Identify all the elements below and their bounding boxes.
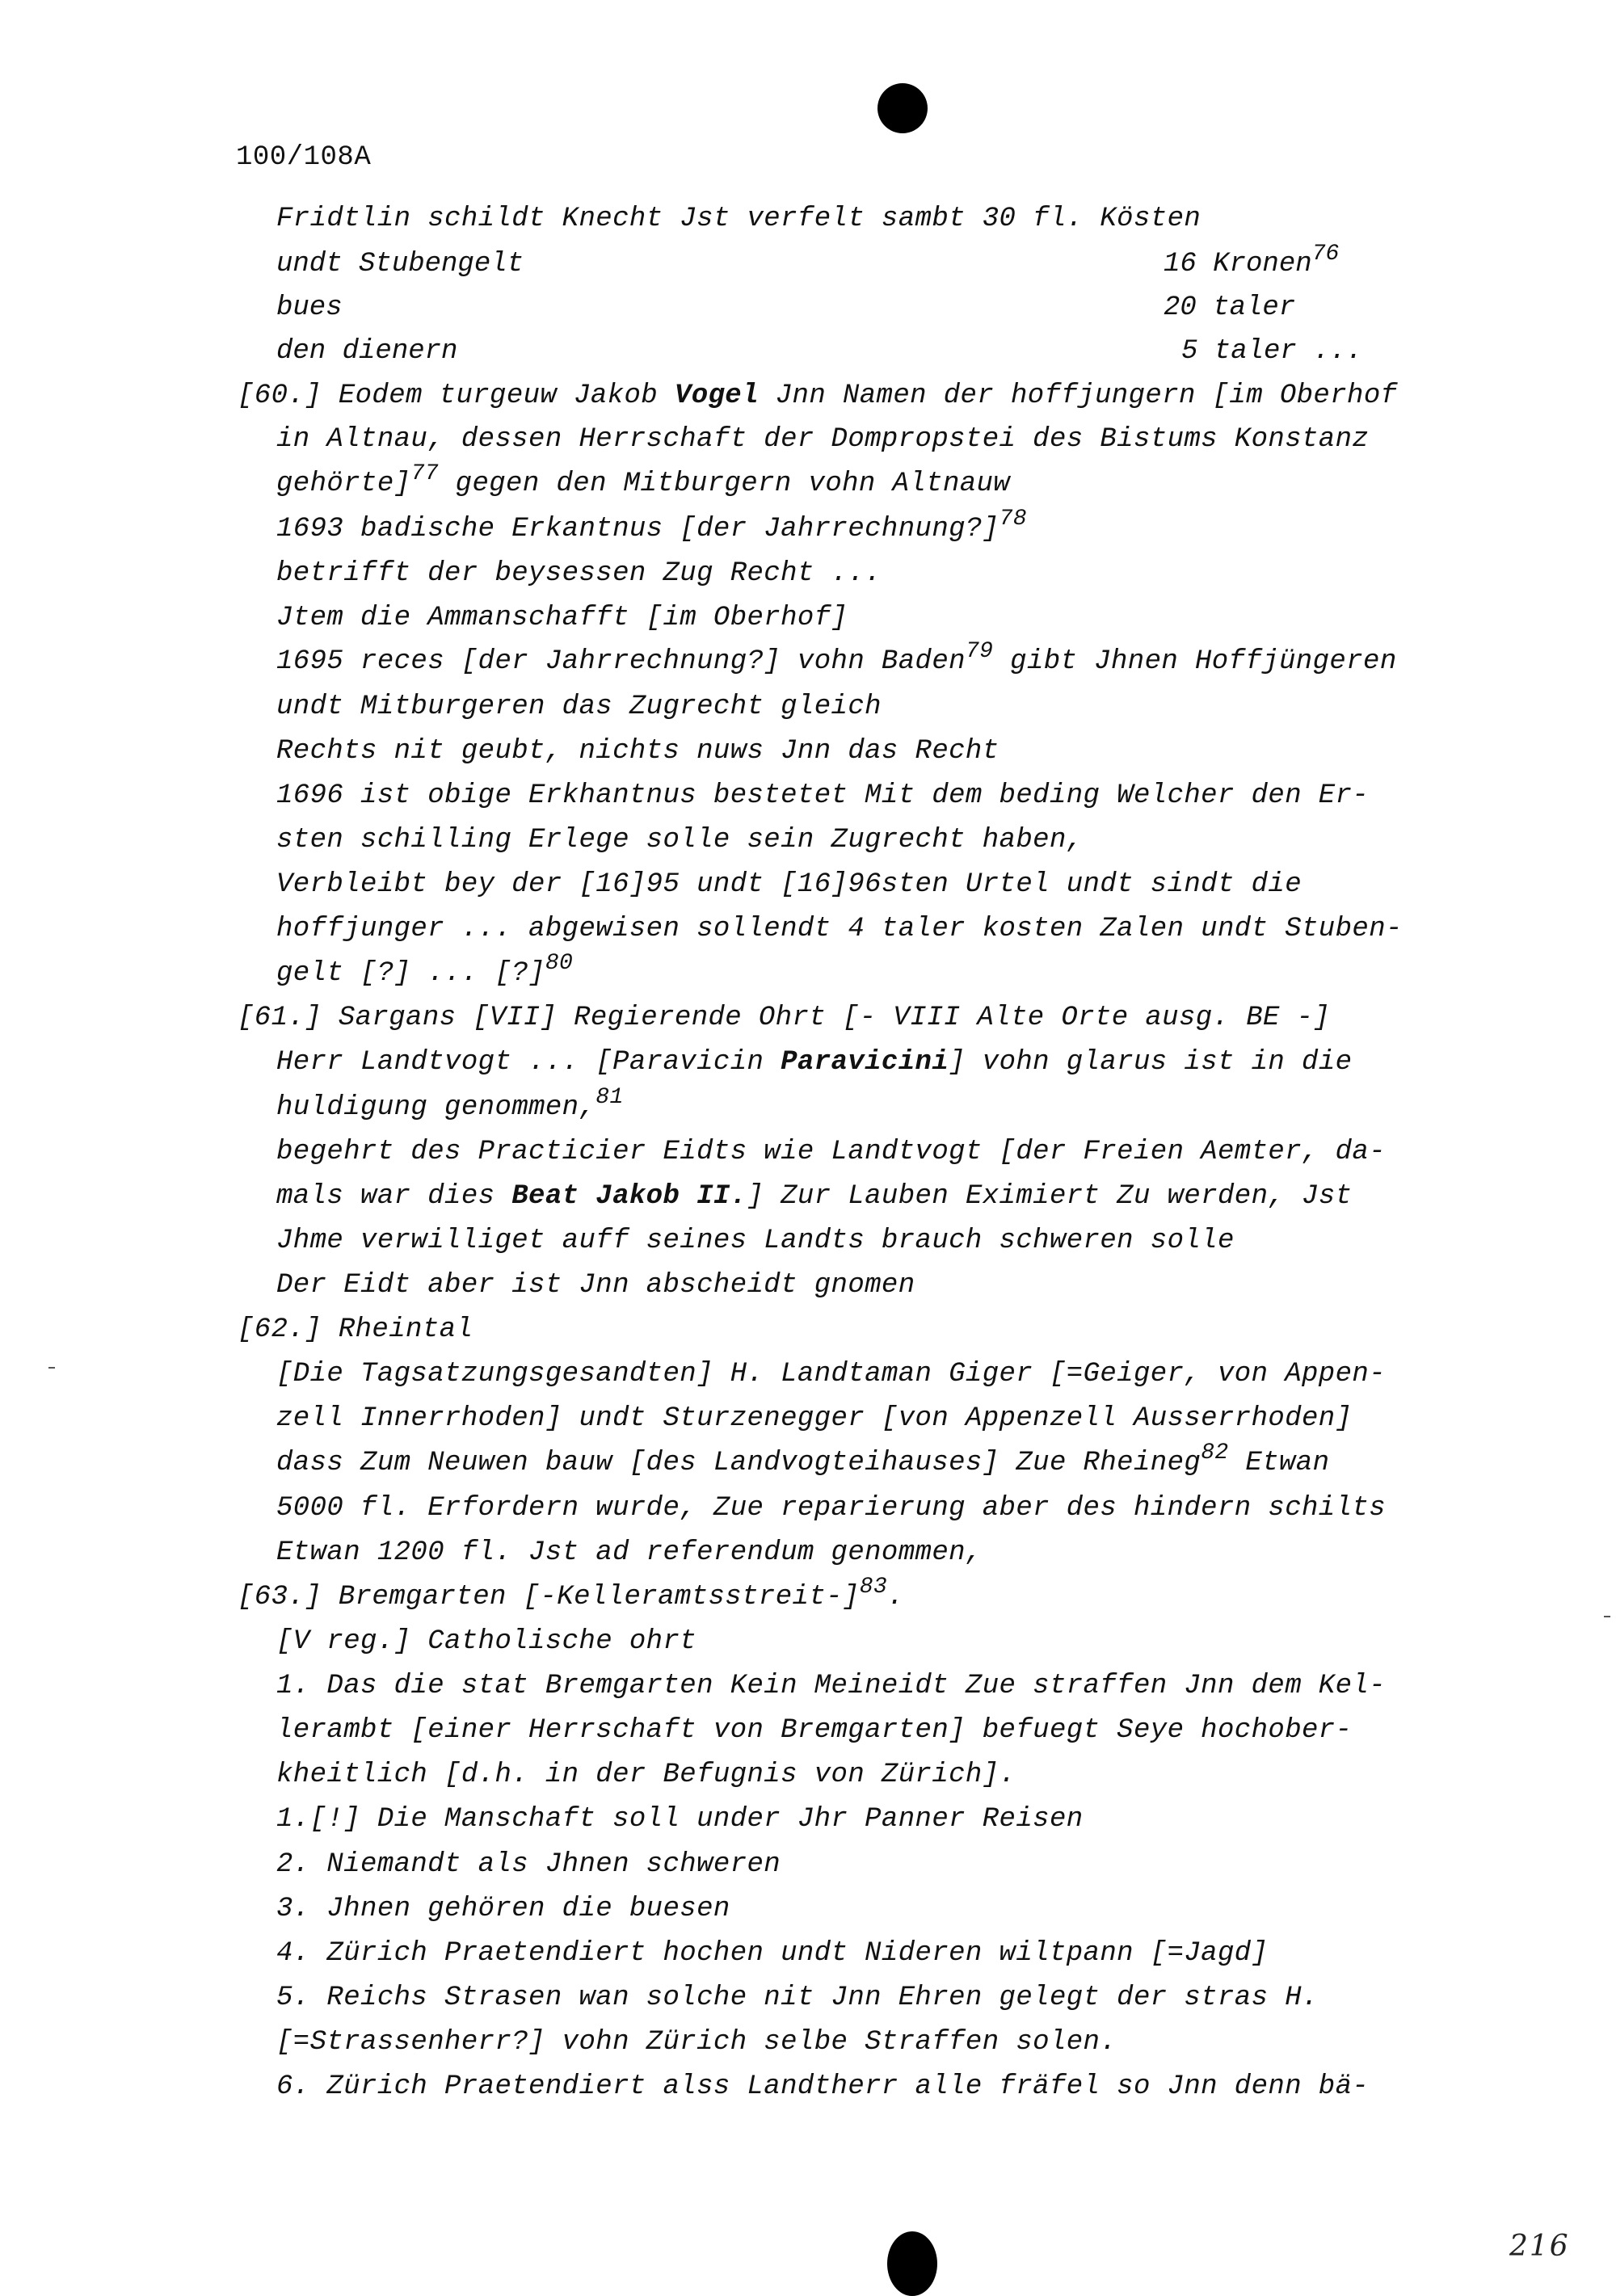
entry-60-line <box>276 507 1027 545</box>
text-span: [60.] Eodem turgeuw Jakob <box>238 381 675 411</box>
text-span: 1695 reces [der Jahrrechnung?] vohn Baden <box>276 646 966 677</box>
entry-62-line: [62.] Rheintal <box>238 1314 473 1345</box>
cost-row-amount: 5 taler ... <box>1181 336 1363 367</box>
entry-62-line <box>276 1440 1330 1478</box>
entry-63-line: 2. Niemandt als Jhnen schweren <box>276 1849 781 1880</box>
punch-hole-mark <box>877 83 928 133</box>
entry-63-line: [=Strassenherr?] vohn Zürich selbe Straffen solen. <box>276 2027 1117 2058</box>
entry-61-line <box>276 1085 624 1123</box>
footnote-ref: 77 <box>410 461 439 486</box>
cost-row-value <box>1164 242 1340 280</box>
text-span: Herr Landtvogt ... [Paravicin <box>276 1047 781 1078</box>
footnote-ref: 82 <box>1201 1440 1229 1465</box>
entry-60-line: Jtem die Ammanschafft [im Oberhof] <box>276 603 848 633</box>
page-id: 100/108A <box>236 142 372 173</box>
margin-mark <box>1604 1616 1610 1617</box>
entry-62-line: zell Innerrhoden] undt Sturzenegger [von Appenzell Ausserrhoden] <box>276 1403 1353 1434</box>
entry-63-line: 1. Das die stat Bremgarten Kein Meineidt Zue straffen Jnn dem Kel- <box>276 1671 1387 1701</box>
entry-63-line: 4. Zürich Praetendiert hochen undt Nideren wiltpann [=Jagd] <box>276 1938 1269 1969</box>
entry-63-line: lerambt [einer Herrschaft von Bremgarten] befuegt Seye hochober- <box>276 1715 1353 1746</box>
entry-63-line: [V reg.] Catholische ohrt <box>276 1626 697 1657</box>
footnote-ref: 79 <box>965 639 994 664</box>
footnote-ref: 76 <box>1311 242 1340 267</box>
entry-60-line: sten schilling Erlege solle sein Zugrecht haben, <box>276 825 1084 856</box>
cost-row-label: den dienern <box>276 336 458 367</box>
entry-60-line <box>276 639 1397 677</box>
cost-row-amount: 20 taler <box>1164 292 1296 323</box>
entry-60-line: 1696 ist obige Erkhantnus bestetet Mit dem beding Welcher den Er- <box>276 780 1370 811</box>
costs-intro: Fridtlin schildt Knecht Jst verfelt sambt 30 fl. Kösten <box>276 204 1201 234</box>
entry-62-line: [Die Tagsatzungsgesandten] H. Landtaman Giger [=Geiger, von Appen- <box>276 1359 1387 1390</box>
text-span: gehörte] <box>276 469 411 499</box>
entry-61-line: [61.] Sargans [VII] Regierende Ohrt [- VIII Alte Orte ausg. BE -] <box>238 1003 1331 1033</box>
footnote-ref: 78 <box>999 507 1027 532</box>
entry-61-line: begehrt des Practicier Eidts wie Landtvogt [der Freien Aemter, da- <box>276 1137 1387 1167</box>
entry-60-line: betrifft der beysessen Zug Recht ... <box>276 558 882 589</box>
footnote-ref: 80 <box>545 951 574 976</box>
text-span: ] Zur Lauben Eximiert Zu werden, Jst <box>747 1181 1353 1212</box>
entry-63-line: 6. Zürich Praetendiert alss Landtherr alle fräfel so Jnn denn bä- <box>276 2071 1370 2102</box>
entry-61-line: Jhme verwilliget auff seines Landts brauch schweren solle <box>276 1226 1235 1256</box>
entry-60-line: in Altnau, dessen Herrschaft der Dompropstei des Bistums Konstanz <box>276 424 1370 455</box>
entry-63-line <box>238 1575 904 1613</box>
text-span: Etwan <box>1228 1448 1330 1478</box>
text-span: Jnn Namen der hoffjungern [im Oberhof <box>758 381 1398 411</box>
text-span: [63.] Bremgarten [-Kelleramtsstreit-] <box>238 1582 860 1613</box>
punch-hole-mark <box>887 2231 937 2296</box>
entry-63-line: 5. Reichs Strasen wan solche nit Jnn Ehren gelegt der stras H. <box>276 1983 1319 2013</box>
entry-60-line: undt Mitburgeren das Zugrecht gleich <box>276 692 882 722</box>
bold-name: Vogel <box>674 381 759 411</box>
footnote-ref: 83 <box>859 1575 888 1600</box>
bold-name: Beat Jakob II. <box>511 1181 747 1212</box>
text-span: ] vohn glarus ist in die <box>949 1047 1353 1078</box>
entry-60-line <box>276 461 1011 499</box>
bold-name: Paravicini <box>781 1047 949 1078</box>
text-span: gegen den Mitburgern vohn Altnauw <box>438 469 1011 499</box>
margin-mark <box>48 1367 55 1369</box>
entry-60-line: Verbleibt bey der [16]95 undt [16]96sten Urtel undt sindt die <box>276 869 1302 900</box>
entry-60-line <box>276 951 574 989</box>
text-span: mals war dies <box>276 1181 512 1212</box>
handwritten-page-number: 216 <box>1509 2230 1570 2263</box>
entry-60-line: hoffjunger ... abgewisen sollendt 4 taler kosten Zalen undt Stuben- <box>276 914 1403 944</box>
cost-row-amount: 16 Kronen <box>1164 249 1312 280</box>
text-span: . <box>887 1582 904 1613</box>
text-span: gibt Jhnen Hoffjüngeren <box>993 646 1397 677</box>
cost-row-label: bues <box>276 292 343 323</box>
text-span: gelt [?] ... [?] <box>276 958 545 989</box>
entry-60-line: Rechts nit geubt, nichts nuws Jnn das Recht <box>276 736 999 767</box>
entry-61-line: Der Eidt aber ist Jnn abscheidt gnomen <box>276 1270 915 1301</box>
entry-63-line: 3. Jhnen gehören die buesen <box>276 1894 730 1924</box>
entry-60-line <box>238 381 1397 411</box>
text-span: dass Zum Neuwen bauw [des Landvogteihauses] Zue Rheineg <box>276 1448 1201 1478</box>
entry-63-line: kheitlich [d.h. in der Befugnis von Zürich]. <box>276 1760 1016 1790</box>
footnote-ref: 81 <box>595 1085 624 1110</box>
entry-62-line: 5000 fl. Erfordern wurde, Zue reparierung aber des hindern schilts <box>276 1493 1387 1524</box>
text-span: huldigung genommen, <box>276 1092 596 1123</box>
cost-row-label: undt Stubengelt <box>276 249 524 280</box>
entry-61-line <box>276 1181 1352 1212</box>
entry-62-line: Etwan 1200 fl. Jst ad referendum genommen, <box>276 1537 983 1568</box>
entry-61-line <box>276 1047 1352 1078</box>
text-span: 1693 badische Erkantnus [der Jahrrechnung?] <box>276 514 999 545</box>
entry-63-line: 1.[!] Die Manschaft soll under Jhr Panner Reisen <box>276 1804 1084 1835</box>
